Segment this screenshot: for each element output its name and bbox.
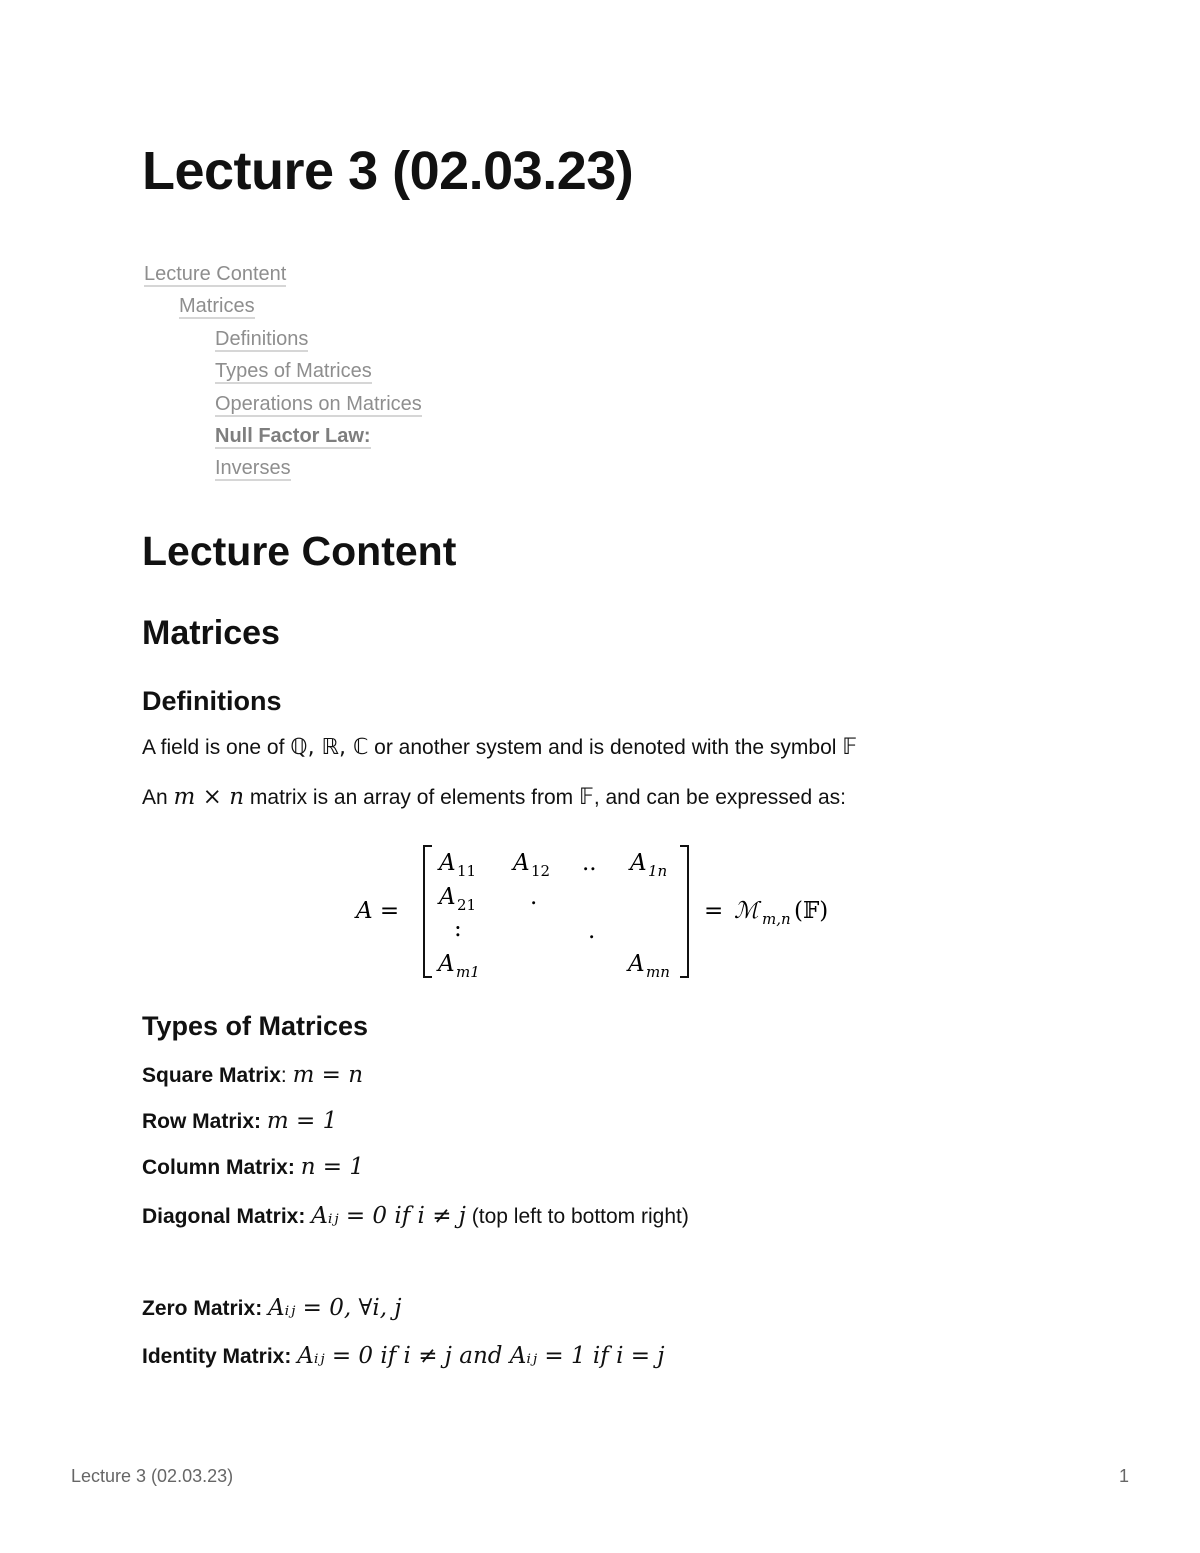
type-column-matrix [142,1154,364,1180]
type-expr: n = 1 [300,1154,365,1180]
page-title: Lecture 3 (02.03.23) [142,141,634,201]
matrix-text-end: , and can be expressed as: [593,786,846,809]
toc-link-matrices[interactable]: Matrices [179,295,255,318]
footer-title: Lecture 3 (02.03.23) [71,1466,234,1486]
type-expr: Aᵢⱼ = 0 if i ≠ j and Aᵢⱼ = 1 if i = j [297,1343,665,1369]
type-diagonal-matrix [142,1203,689,1229]
heading-matrices: Matrices [142,614,280,652]
entry-am1: A [438,951,455,977]
toc-item-matrices [144,290,422,322]
toc-item-definitions [144,323,422,355]
toc-link-definitions[interactable]: Definitions [215,327,309,350]
field-text-start: A field is one of [142,736,291,759]
entry-a11-sub: 11 [457,862,477,880]
matrix-field: 𝔽 [579,785,594,810]
entry-a11: A [439,850,456,876]
entry-amn: A [628,951,645,977]
matrix-text-start: An [142,786,174,809]
matrix-rhs-space-sub: m,n [762,910,791,928]
type-expr: m = n [292,1062,364,1088]
type-zero-matrix [142,1295,401,1321]
right-bracket [680,846,688,977]
matrix-equation [142,840,1102,985]
entry-a1n: A [630,850,647,876]
entry-amn-sub: mn [646,963,670,981]
toc-item-operations-on-matrices [144,388,422,420]
type-label: Zero Matrix: [142,1297,263,1320]
field-symbol: 𝔽 [842,735,858,760]
type-label: Diagonal Matrix: [142,1205,306,1228]
heading-definitions: Definitions [142,686,282,716]
matrix-text-mid: matrix is an array of elements from [244,786,579,809]
type-expr: Aᵢⱼ = 0 if i ≠ j [311,1203,466,1229]
matrix-dims: m × n [173,784,245,810]
matrix-definition [142,784,846,810]
type-note: (top left to bottom right) [465,1205,689,1228]
toc-item-lecture-content [144,258,422,290]
type-sep: : [280,1064,293,1087]
entry-dot-1: . [530,884,538,910]
type-label: Row Matrix: [142,1110,262,1133]
toc-link-types-of-matrices[interactable]: Types of Matrices [215,360,372,383]
toc-item-null-factor-law [144,420,422,452]
toc-item-inverses [144,452,422,484]
type-label: Square Matrix [142,1064,281,1087]
toc-link-inverses[interactable]: Inverses [215,457,291,480]
matrix-rhs-field: (𝔽) [794,898,829,924]
footer-page-number: 1 [1119,1466,1130,1486]
entry-a21: A [439,884,456,910]
type-row-matrix [142,1108,337,1134]
type-label: Identity Matrix: [142,1345,292,1368]
toc-link-lecture-content[interactable]: Lecture Content [144,263,287,285]
type-square-matrix [142,1062,363,1088]
entry-vdots: : [454,916,462,942]
entry-a21-sub: 21 [457,896,477,914]
toc-link-operations-on-matrices[interactable]: Operations on Matrices [215,392,422,415]
matrix-equation-svg [142,840,1102,985]
entry-a1n-sub: 1n [648,862,668,880]
type-label: Column Matrix: [142,1156,295,1179]
heading-types-of-matrices: Types of Matrices [142,1011,369,1041]
type-identity-matrix [142,1343,665,1369]
matrix-lhs: A = [356,898,400,924]
field-definition [142,735,857,760]
entry-a12: A [513,850,530,876]
type-expr: m = 1 [266,1108,338,1134]
entry-dots-h: .. [582,850,597,876]
field-symbols: ℚ, ℝ, ℂ [290,735,369,760]
entry-am1-sub: m1 [456,963,480,981]
toc-item-types-of-matrices [144,355,422,387]
toc-link-null-factor-law[interactable]: Null Factor Law: [215,425,371,448]
type-expr: Aᵢⱼ = 0, ∀i, j [268,1295,402,1321]
left-bracket [424,846,432,977]
field-text-mid: or another system and is denoted with the symbol [368,736,843,759]
matrix-rhs-space: ℳ [734,898,759,924]
entry-a12-sub: 12 [531,862,551,880]
table-of-contents [144,258,422,485]
heading-lecture-content: Lecture Content [142,528,457,574]
entry-dot-2: . [588,918,596,944]
matrix-rhs-eq: = [704,898,724,924]
